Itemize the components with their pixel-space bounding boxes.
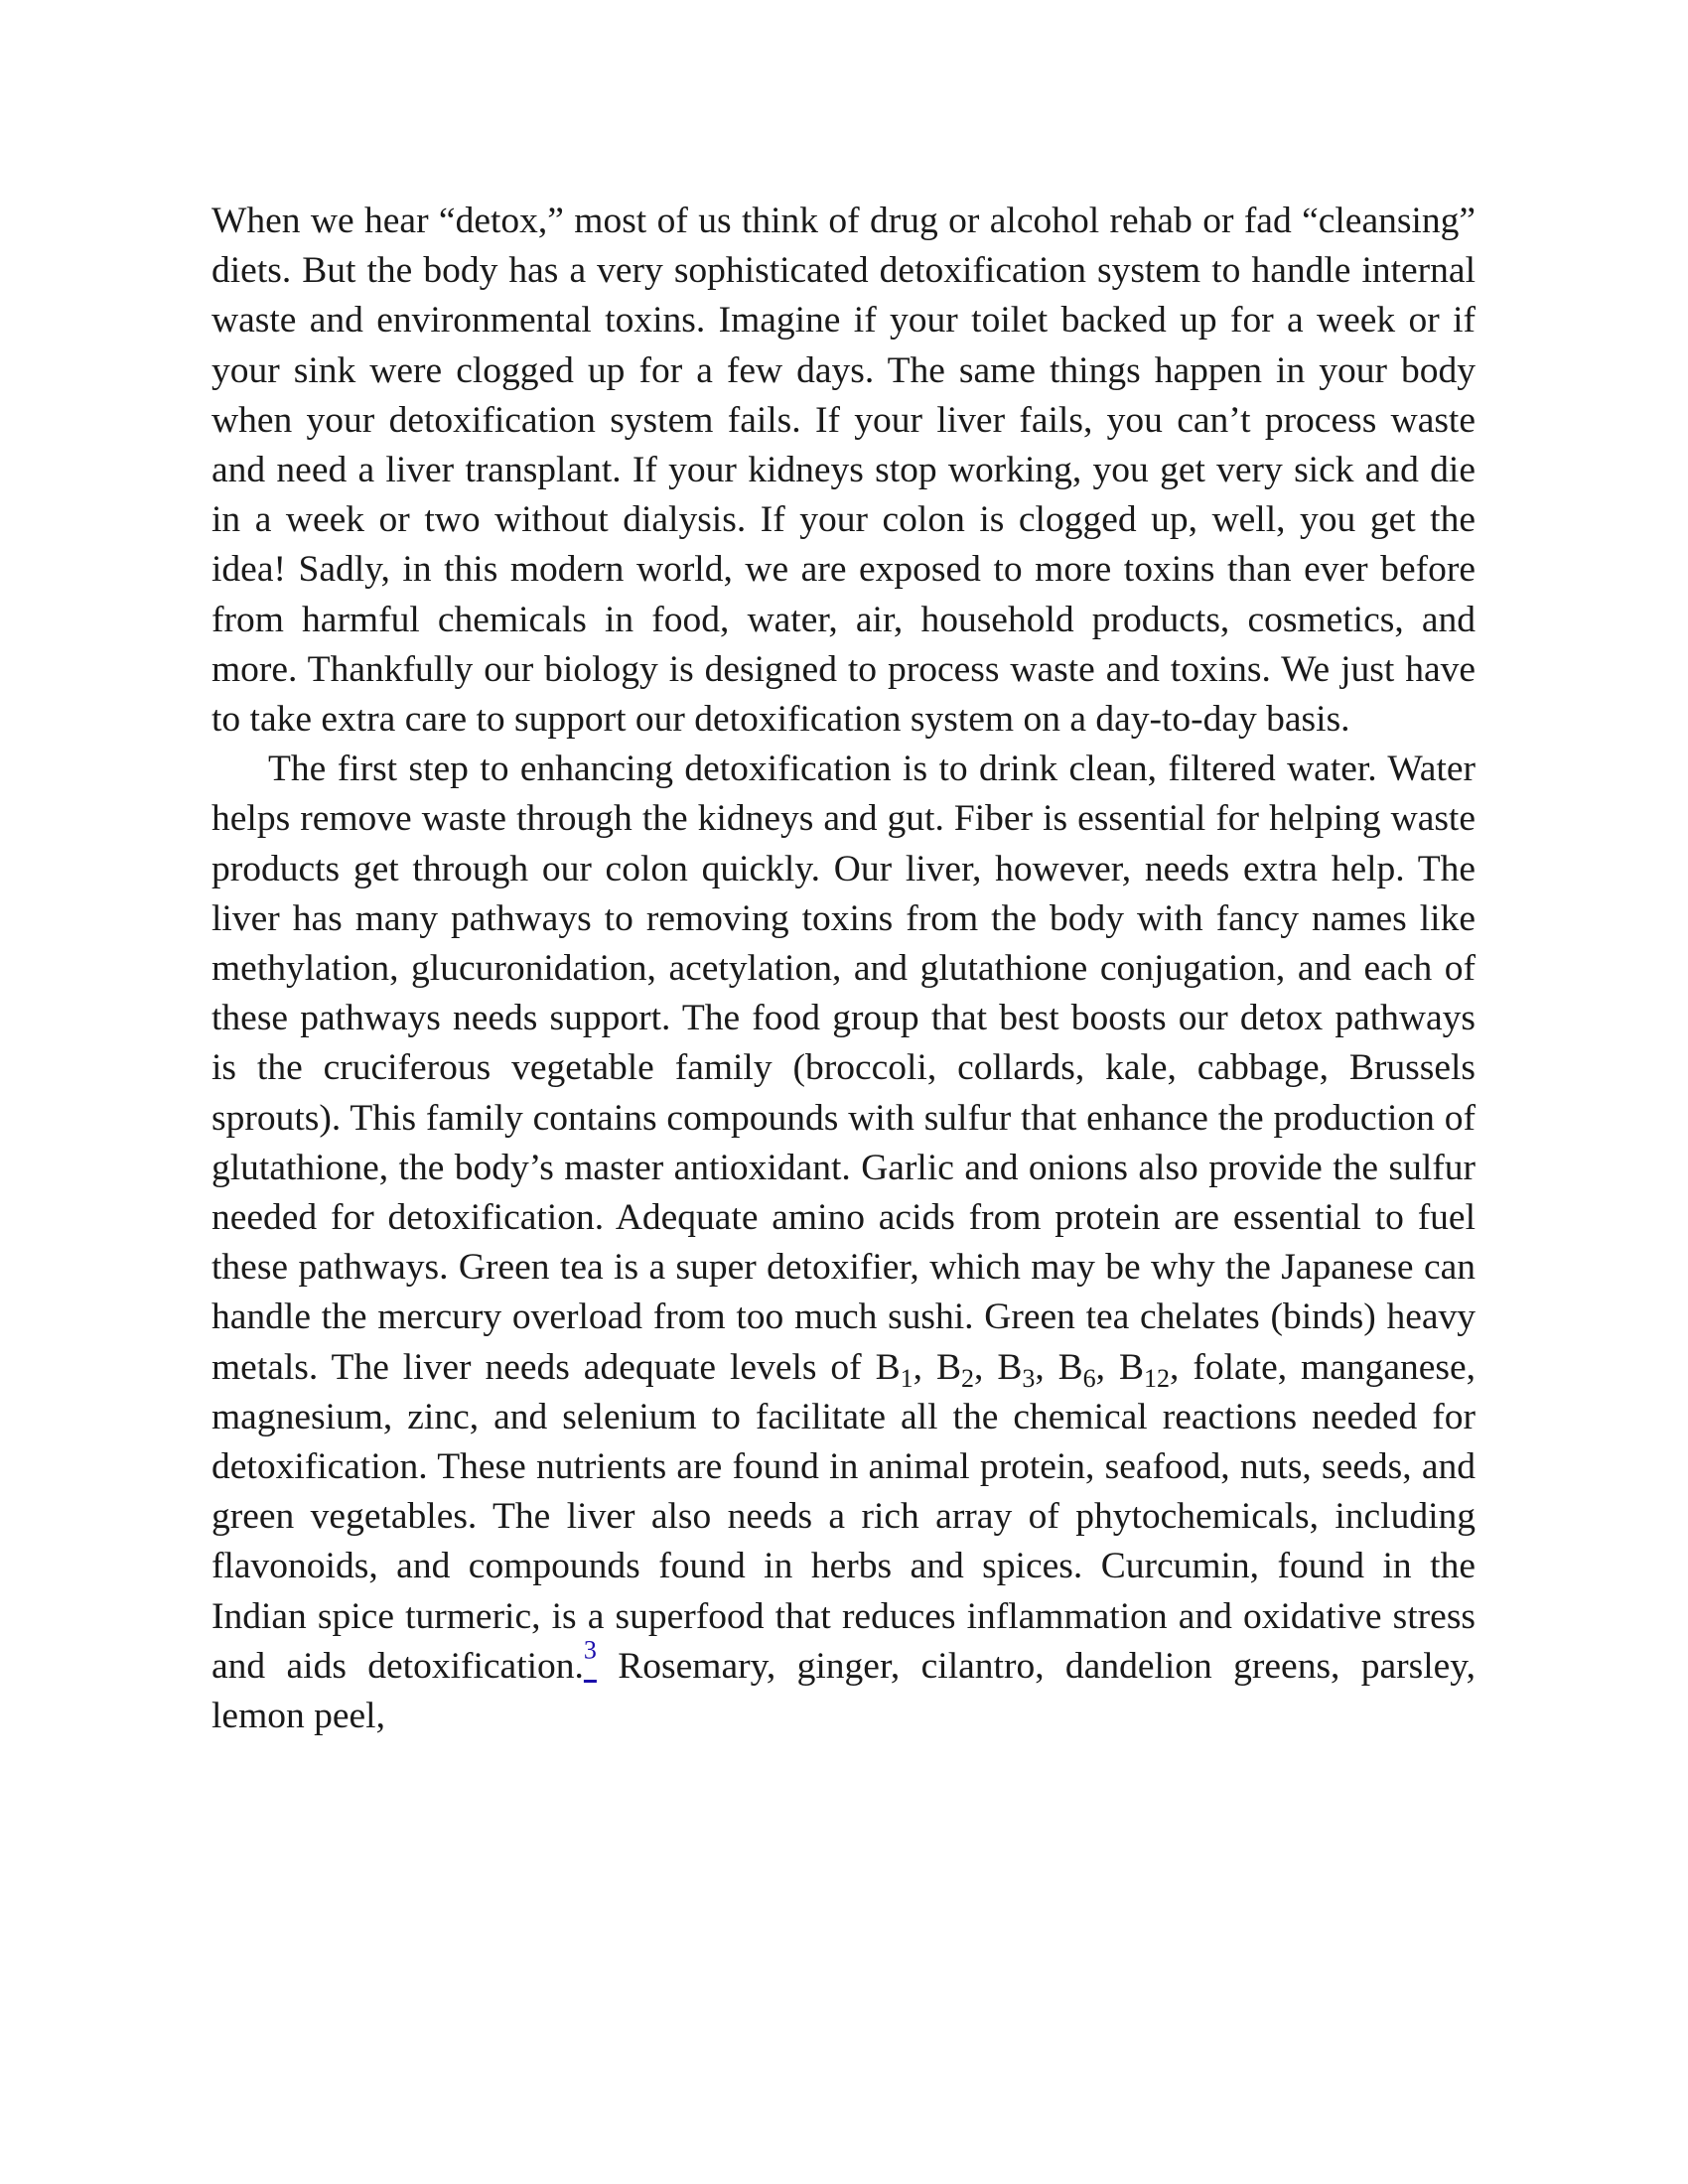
paragraph-2: The first step to enhancing detoxification is to drink clean, filtered water. Water helps remove waste through the kidneys and gut. Fiber is essential for helping waste products get through our colon quickly. Our liver, however, needs extra help. The liver has many pathways to removing toxins from the body with fancy names like methylation, glucuronidation, acetylation, and glutathione conjugation, and each of these pathways needs support. The food group that best boosts our detox pathways is the cruciferous vegetable family (broccoli, collards, kale, cabbage, Brussels sprouts). This family contains compounds with sulfur that enhance the production of glutathione, the body’s master antioxidant. Garlic and onions also provide the sulfur needed for detoxification. Adequate amino acids from protein are essential to fuel these pathways. Green tea is a super detoxifier, which may be why the Japanese can handle the mercury overload from too much sushi. Green tea chelates (binds) heavy metals. The liver needs adequate levels of $B_1$, $B_2$, $B_3$, $B_6$, $B_{12}$, folate, manganese, magnesium, zinc, and selenium to facilitate all the chemical reactions needed for detoxification. These nutrients are found in animal protein, seafood, nuts, seeds, and green vegetables. The liver also needs a rich array of phytochemicals, including flavonoids, and compounds found in herbs and spices. Curcumin, found in the Indian spice turmeric, is a superfood that reduces inflammation and oxidative stress and aids detoxification.$^3$ Rosemary, ginger, cilantro, dandelion greens, parsley, lemon peel, (211, 749, 1476, 1737)
paragraph-2-text-c: Rosemary, ginger, cilantro, dandelion greens, parsley, lemon peel, (211, 1645, 1476, 1737)
paragraph-2-text-a: The first step to enhancing detoxification is to drink clean, filtered water. Water helps remove waste through the kidneys and gut. Fiber is essential for helping waste products get through our colon quickly. Our liver, however, needs extra help. The liver has many pathways to removing toxins from the body with fancy names like methylation, glucuronidation, acetylation, and glutathione conjugation, and each of these pathways needs support. The food group that best boosts our detox pathways is the cruciferous vegetable family (broccoli, collards, kale, cabbage, Brussels sprouts). This family contains compounds with sulfur that enhance the production of glutathione, the body’s master antioxidant. Garlic and onions also provide the sulfur needed for detoxification. Adequate amino acids from protein are essential to fuel these pathways. Green tea is a super detoxifier, which may be why the Japanese can handle the mercury overload from too much sushi. Green tea chelates (binds) heavy metals. The liver needs adequate levels of (211, 749, 1476, 1388)
paragraph-2-text-b: , folate, manganese, magnesium, zinc, and selenium to facilitate all the chemical reactions needed for detoxification. These nutrients are found in animal protein, seafood, nuts, seeds, and green vegetables. The liver also needs a rich array of phytochemicals, including flavonoids, and compounds found in herbs and spices. Curcumin, found in the Indian spice turmeric, is a superfood that reduces inflammation and oxidative stress and aids detoxification. (211, 1346, 1476, 1687)
vitamin-b1: $B_1$ (875, 1346, 914, 1393)
document-page (211, 197, 1476, 1741)
footnote-link-3[interactable]: 3 (583, 1635, 597, 1665)
vitamin-b3: $B_3$ (997, 1346, 1036, 1393)
vitamin-b6: $B_6$ (1057, 1346, 1096, 1393)
paragraph-1: When we hear “detox,” most of us think of drug or alcohol rehab or fad “cleansing” diets. But the body has a very sophisticated detoxification system to handle internal waste and environmental toxins. Imagine if your toilet backed up for a week or if your sink were clogged up for a few days. The same things happen in your body when your detoxification system fails. If your liver fails, you can’t process waste and need a liver transplant. If your kidneys stop working, you get very sick and die in a week or two without dialysis. If your colon is clogged up, well, you get the idea! Sadly, in this modern world, we are exposed to more toxins than ever before from harmful chemicals in food, water, air, household products, cosmetics, and more. Thankfully our biology is designed to process waste and toxins. We just have to take extra care to support our detoxification system on a day-to-day basis. (211, 201, 1476, 741)
vitamin-b12: $B_{12}$ (1119, 1346, 1171, 1393)
vitamin-b2: $B_2$ (935, 1346, 974, 1393)
